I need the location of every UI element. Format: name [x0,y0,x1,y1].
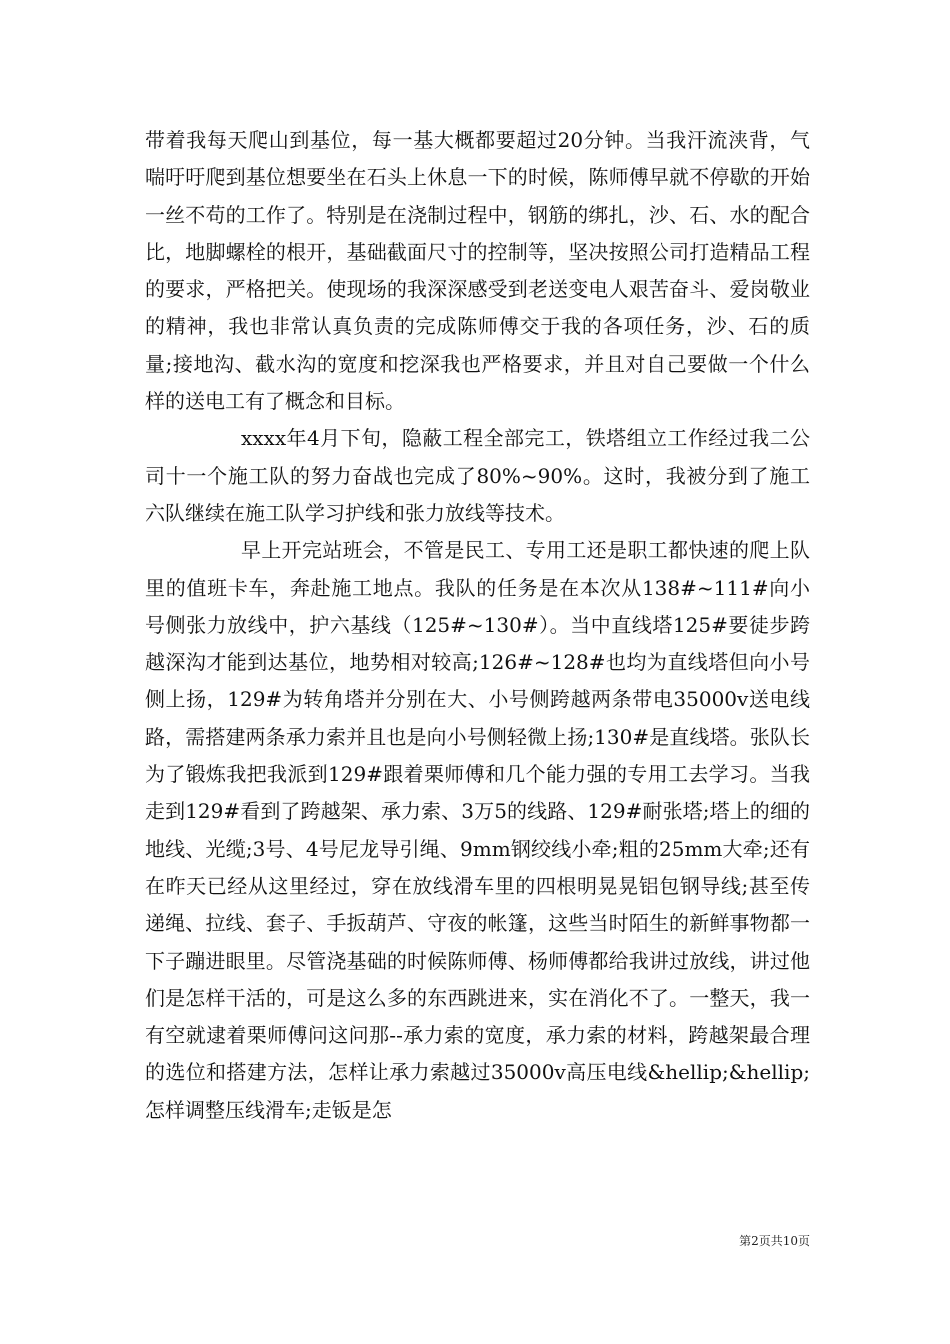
body-text [145,122,810,1129]
paragraph-april-progress: xxxx年4月下旬，隐蔽工程全部完工，铁塔组立工作经过我二公司十一个施工队的努力奋战也完成了80%~90%。这时，我被分到了施工六队继续在施工队学习护线和张力放线等技术。 [145,426,810,525]
page-number-footer: 第2页共10页 [739,1234,810,1248]
paragraph-stringing-work: 早上开完站班会，不管是民工、专用工还是职工都快速的爬上队里的值班卡车，奔赴施工地点。我队的任务是在本次从138#~111#向小号侧张力放线中，护六基线（125#~130#）。当中直线塔125#要徒步跨越深沟才能到达基位，地势相对较高;126#~128#也均为直线塔但向小号侧上扬，129#为转角塔并分别在大、小号侧跨越两条带电35000v送电线路，需搭建两条承力索并且也是向小号侧轻微上扬;130#是直线塔。张队长为了锻炼我把我派到129#跟着栗师傅和几个能力强的专用工去学习。当我走到129#看到了跨越架、承力索、3万5的线路、129#耐张塔;塔上的细的地线、光缆;3号、4号尼龙导引绳、9mm钢绞线小牵;粗的25mm大牵;还有在昨天已经从这里经过，穿在放线滑车里的四根明晃晃铝包钢导线;甚至传递绳、拉线、套子、手扳葫芦、守夜的帐篷，这些当时陌生的新鲜事物都一下子蹦进眼里。尽管浇基础的时候陈师傅、杨师傅都给我讲过放线，讲过他们是怎样干活的，可是这么多的东西跳进来，实在消化不了。一整天，我一有空就逮着栗师傅问这问那--承力索的宽度，承力索的材料，跨越架最合理的选位和搭建方法，怎样让承力索越过35000v高压电线&hellip;&hellip;怎样调整压线滑车;走钣是怎 [145,538,810,1122]
paragraph-continuation: 带着我每天爬山到基位，每一基大概都要超过20分钟。当我汗流浃背，气喘吁吁爬到基位想要坐在石头上休息一下的时候，陈师傅早就不停歇的开始一丝不苟的工作了。特别是在浇制过程中，钢筋的绑扎，沙、石、水的配合比，地脚螺栓的根开，基础截面尺寸的控制等，坚决按照公司打造精品工程的要求，严格把关。使现场的我深深感受到老送变电人艰苦奋斗、爱岗敬业的精神，我也非常认真负责的完成陈师傅交于我的各项任务，沙、石的质量;接地沟、截水沟的宽度和挖深我也严格要求，并且对自己要做一个什么样的送电工有了概念和目标。 [145,128,810,414]
